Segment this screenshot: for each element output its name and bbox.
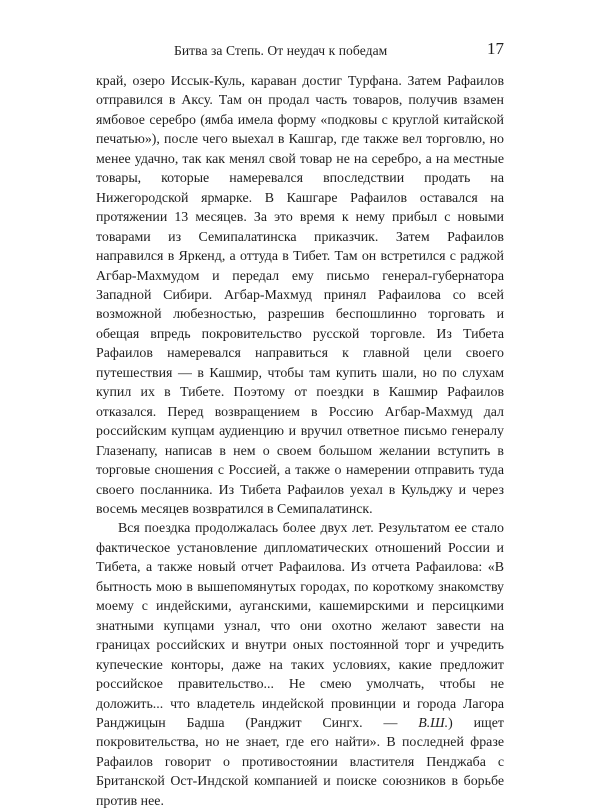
paragraph-continuation: край, озеро Иссык-Куль, караван достиг Турфана. Затем Рафаилов отправился в Аксу. Там он продал часть товаров, получив взамен ямбовое серебро (ямба имела форму «подковы с круглой китайской печатью»), после чего выехал в Кашгар, где также вел торговлю, но менее удачно, так как менял свой товар не на серебро, а на местные товары, которые намеревался впоследствии продать на Нижегородской ярмарке. В Кашгаре Рафаилов оставался на протяжении 13 месяцев. За это время к нему прибыл с новыми товарами из Семипалатинска приказчик. Затем Рафаилов направился в Яркенд, а оттуда в Тибет. Там он встретился с раджой Агбар-Махмудом и передал ему письмо генерал-губернатора Западной Сибири. Агбар-Махмуд принял Рафаилова со всей возможной любезностью, разрешив беспошлинно торговать и обещая впредь покровительство русской торговле. Из Тибета Рафаилов намеревался направиться к главной цели своего путешествия — в Кашмир, чтобы там купить шали, но по слухам купил их в Тибете. Поэтому от поездки в Кашмир Рафаилов отказался. Перед возвращением в Россию Агбар-Махмуд дал российским купцам аудиенцию и вручил ответное письмо генералу Глазенапу, написав в нем о своем большом желании вступить в торговые сношения с Россией, а также о намерении отправить туда своего посланника. Из Тибета Рафаилов уехал в Кульджу и через восемь месяцев возвратился в Семипалатинск. [96,74,504,517]
author-initials: В.Ш. [418,715,449,731]
paragraph-report [96,519,504,811]
paragraph-text-segment: ) ищет покровительства, но не знает, где его найти». В последней фразе Рафаилов говорит о противостоянии властителя Пенджаба с Британской Ост-Индской компанией и поиске союзников в борьбе против нее. [96,715,504,809]
running-title: Битва за Степь. От неудач к победам [174,43,388,58]
body-text [96,72,504,811]
paragraph-text-segment: Вся поездка продолжалась более двух лет. Результатом ее стало фактическое установление дипломатических отношений России и Тибета, а также новый отчет Рафаилова. Из отчета Рафаилова: «В бытность мою в вышепомянутых городах, по короткому знакомству моему с индейскими, ауганскими, кашемирскими и персицкими знатными купцами узнал, что они охотно желают завести на границах российских и внутри оных постоянной торг и учредить купеческие конторы, даже на таких условиях, какие предложит российское правительство... Не смею умолчать, чтобы не доложить... что владетель индейской провинции и города Лагора Ранджицын Бадша (Ранджит Сингх. — [96,521,504,731]
running-head [96,40,504,62]
page-number: 17 [487,39,504,58]
